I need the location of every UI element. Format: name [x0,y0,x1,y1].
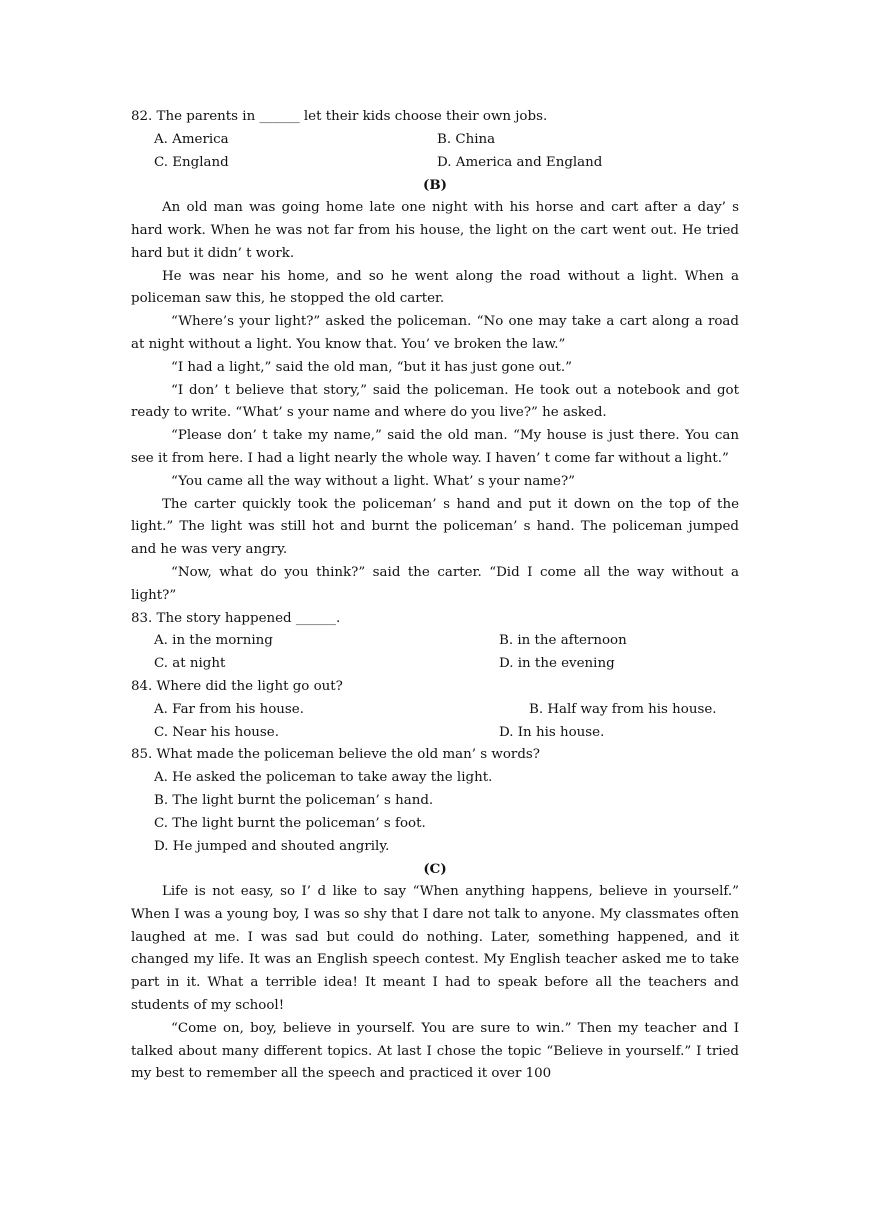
q85-option-a: A. He asked the policeman to take away the light. [154,770,493,786]
q85-option-c-row [131,813,739,836]
q82-option-d: D. America and England [437,154,603,170]
section-b-paragraph-3: “Where’s your light?” asked the policeman. “No one may take a cart along a road at night without a light. You know that. You’ ve broken the law.” [131,314,739,352]
section-c-paragraph-1: Life is not easy, so I’ d like to say “When anything happens, believe in yourself.” When I was a young boy, I was so shy that I dare not talk to anyone. My classmates often laughed at me. I was sad but could do nothing. Later, something happened, and it changed my life. It was an English speech contest. My English teacher asked me to take part in it. What a terrible idea! It meant I had to speak before all the teachers and students of my school! [131,884,739,1014]
q83-option-c: C. at night [154,656,226,672]
q82-option-a: A. America [154,131,229,147]
q83-options-row1 [131,630,739,653]
section-b-paragraph-2: He was near his home, and so he went along the road without a light. When a policeman saw this, he stopped the old carter. [131,268,739,307]
q84-stem: 84. Where did the light go out? [131,678,343,694]
document-page [131,106,739,1086]
section-b-paragraph-7: “You came all the way without a light. What’ s your name?” [171,473,575,489]
q84-option-d: D. In his house. [499,724,605,740]
q83-stem: 83. The story happened ______. [131,610,341,626]
q82-stem: 82. The parents in ______ let their kids choose their own jobs. [131,109,548,124]
section-b-paragraph-6: “Please don’ t take my name,” said the old man. “My house is just there. You can see it from here. I had a light nearly the whole way. I haven’ t come far without a light.” [131,428,739,466]
q84-option-b: B. Half way from his house. [529,701,717,717]
q84-options-row1 [131,699,739,722]
section-b-paragraph-4: “I had a light,” said the old man, “but it has just gone out.” [171,359,572,375]
q85-stem: 85. What made the policeman believe the old man’ s words? [131,747,540,763]
section-b-paragraph-8: The carter quickly took the policeman’ s hand and put it down on the top of the light.” The light was still hot and burnt the policeman’ s hand. The policeman jumped and he was very angry. [131,496,739,558]
section-b-heading: (B) [423,177,447,194]
section-b-paragraph-5: “I don’ t believe that story,” said the policeman. He took out a notebook and got ready to write. “What’ s your name and where do you live?” he asked. [131,382,739,421]
section-c-paragraph-2: “Come on, boy, believe in yourself. You are sure to win.” Then my teacher and I talked about many different topics. At last I chose the topic “Believe in yourself.” I tried my best to remember all the speech and practiced it over 100 [131,1020,739,1082]
q82-options-row2 [131,152,739,175]
q83-option-b: B. in the afternoon [499,633,627,649]
q82-option-c: C. England [154,154,229,170]
q85-option-b-row [131,790,739,813]
q85-option-a-row [131,767,739,790]
section-b-paragraph-9: “Now, what do you think?” said the carter. “Did I come all the way without a light?” [131,564,739,603]
section-c-heading: (C) [423,861,447,878]
q83-option-a: A. in the morning [154,633,273,649]
q84-option-c: C. Near his house. [154,724,279,740]
q82-option-b: B. China [437,131,496,147]
q85-option-d-row [131,836,739,859]
q85-option-c: C. The light burnt the policeman’ s foot. [154,815,426,831]
q82-options-row1 [131,129,739,152]
q84-option-a: A. Far from his house. [154,701,304,717]
q83-options-row2 [131,653,739,676]
q85-option-d: D. He jumped and shouted angrily. [154,838,390,854]
q83-option-d: D. in the evening [499,656,615,672]
q84-options-row2 [131,722,739,745]
q85-option-b: B. The light burnt the policeman’ s hand. [154,792,434,808]
section-b-paragraph-1: An old man was going home late one night with his horse and cart after a day’ s hard work. When he was not far from his house, the light on the cart went out. He tried hard but it didn’ t work. [131,200,739,261]
